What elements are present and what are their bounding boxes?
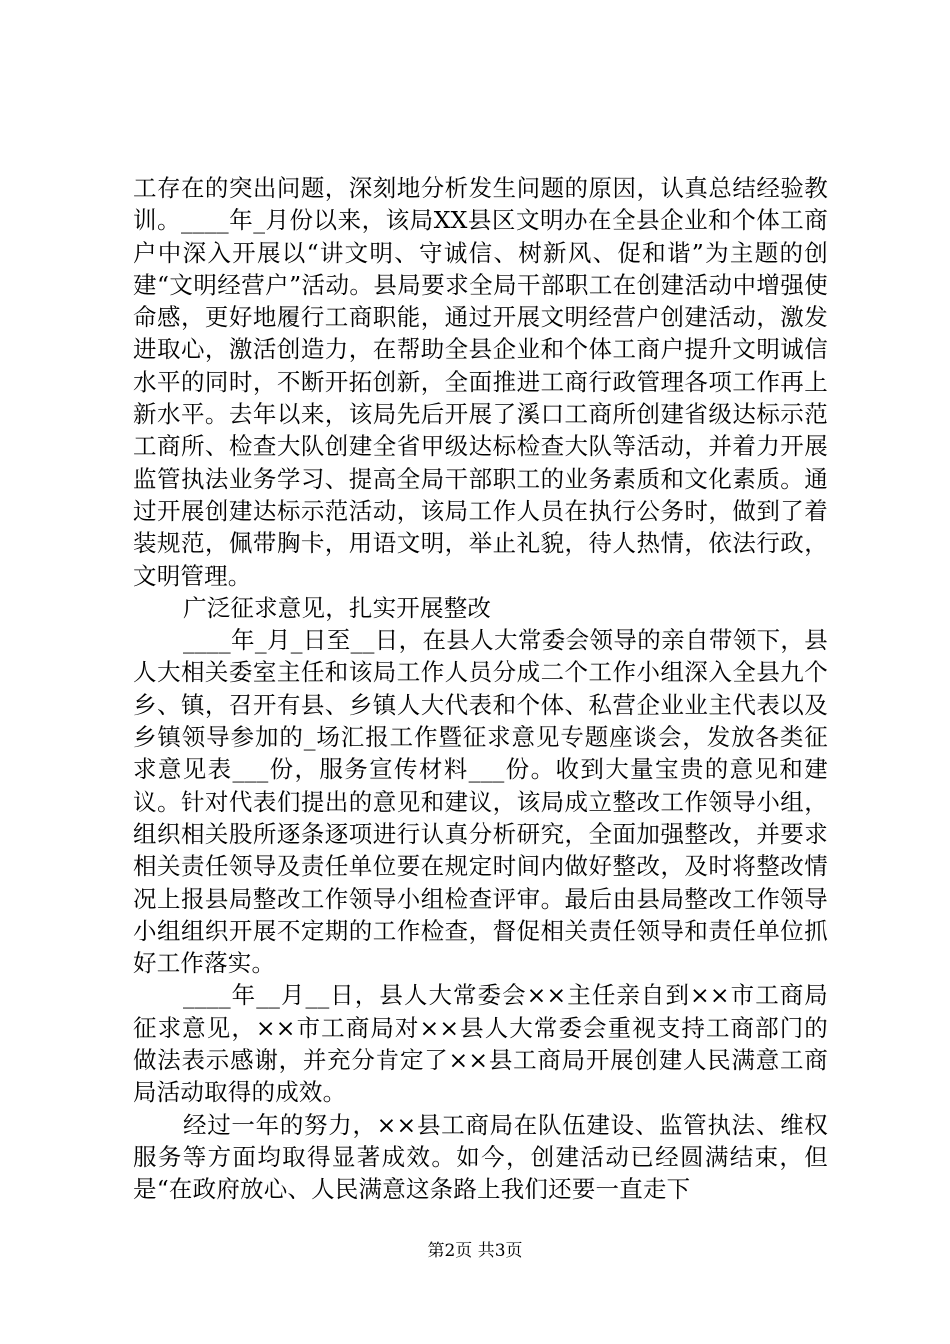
page-number-footer: 第2页 共3页 [427, 1241, 523, 1261]
paragraph-conclusion: 经过一年的努力，××县工商局在队伍建设、监管执法、维权服务等方面均取得显著成效。如今，创建活动已经圆满结束，但是“在政府放心、人民满意这条路上我们还要一直走下 [133, 1110, 828, 1204]
paragraph-continuation: 工存在的突出问题，深刻地分析发生问题的原因，认真总结经验教训。____年_月份以来，该局XX县区文明办在全县企业和个体工商户中深入开展以“讲文明、守诚信、树新风、促和谐”为主题的创建“文明经营户”活动。县局要求全局干部职工在创建活动中增强使命感，更好地履行工商职能，通过开展文明经营户创建活动，激发进取心，激活创造力，在帮助全县企业和个体工商户提升文明诚信水平的同时，不断开拓创新，全面推进工商行政管理各项工作再上新水平。去年以来，该局先后开展了溪口工商所创建省级达标示范工商所、检查大队创建全省甲级达标检查大队等活动，并着力开展监管执法业务学习、提高全局干部职工的业务素质和文化素质。通过开展创建达标示范活动，该局工作人员在执行公务时，做到了着装规范，佩带胸卡，用语文明，举止礼貌，待人热情，依法行政，文明管理。 [133, 174, 828, 590]
paragraph-rectification: ____年_月_日至__日，在县人大常委会领导的亲自带领下，县人大相关委室主任和该局工作人员分成二个工作小组深入全县九个乡、镇，召开有县、乡镇人大代表和个体、私营企业业主代表以及乡镇领导参加的_场汇报工作暨征求意见专题座谈会，发放各类征求意见表___份，服务宣传材料___份。收到大量宝贵的意见和建议。针对代表们提出的意见和建议，该局成立整改工作领导小组，组织相关股所逐条逐项进行认真分析研究，全面加强整改，并要求相关责任领导及责任单位要在规定时间内做好整改，及时将整改情况上报县局整改工作领导小组检查评审。最后由县局整改工作领导小组组织开展不定期的工作检查，督促相关责任领导和责任单位抓好工作落实。 [133, 626, 828, 978]
document-body [133, 172, 828, 1206]
paragraph-city-bureau: ____年__月__日，县人大常委会××主任亲自到××市工商局征求意见，××市工商局对××县人大常委会重视支持工商部门的做法表示感谢，并充分肯定了××县工商局开展创建人民满意工商局活动取得的成效。 [133, 981, 828, 1107]
section-heading: 广泛征求意见，扎实开展整改 [183, 593, 492, 622]
